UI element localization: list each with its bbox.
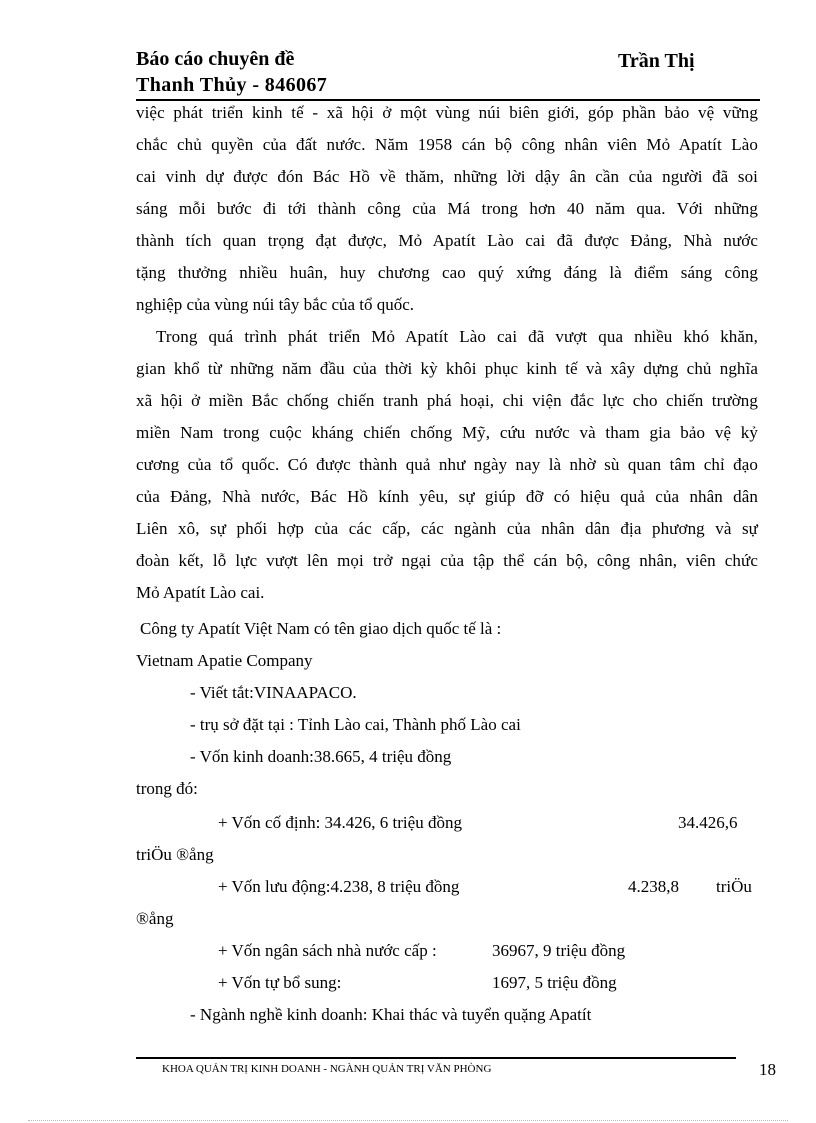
working-capital-unit: triÖu xyxy=(716,877,752,896)
working-capital-unit-cont: ®ång xyxy=(136,909,174,928)
text-line: sáng mỗi bước đi tới thành công của Má trong hơn 40 năm qua. Với những xyxy=(136,199,758,218)
text-line: Liên xô, sự phối hợp của các cấp, các ngành của nhân dân địa phương và sự xyxy=(136,519,758,538)
working-capital: + Vốn lưu động:4.238, 8 triệu đồng xyxy=(218,877,460,896)
header-author-line: Thanh Thủy - 846067 xyxy=(136,74,328,96)
fixed-capital: + Vốn cố định: 34.426, 6 triệu đồng xyxy=(218,813,462,832)
text-line: chắc chủ quyền của đất nước. Năm 1958 cán bộ công nhân viên Mỏ Apatít Lào xyxy=(136,135,758,154)
text-line: việc phát triển kinh tế - xã hội ở một vùng núi biên giới, góp phần bảo vệ vững xyxy=(136,103,758,122)
text-line: tặng thưởng nhiều huân, huy chương cao quý xứng đáng là điểm sáng công xyxy=(136,263,758,282)
text-line: Mỏ Apatít Lào cai. xyxy=(136,583,265,602)
header-rule xyxy=(136,99,760,101)
self-supplement-label: + Vốn tự bổ sung: xyxy=(218,973,342,992)
text-line: của Đảng, Nhà nước, Bác Hồ kính yêu, sự giúp đỡ có hiệu quả của nhân dân xyxy=(136,487,758,506)
text-line: miền Nam trong cuộc kháng chiến chống Mỹ, cứu nước và tham gia bảo vệ kỷ xyxy=(136,423,758,442)
text-line: gian khổ từ những năm đầu của thời kỳ khôi phục kinh tế và xây dựng chủ nghĩa xyxy=(136,359,758,378)
text-line: cai vinh dự được đón Bác Hồ về thăm, những lời dậy ân cần của người đã soi xyxy=(136,167,758,186)
self-supplement-value: 1697, 5 triệu đồng xyxy=(492,973,617,992)
business-line: - Ngành nghề kinh doanh: Khai thác và tuyển quặng Apatít xyxy=(190,1005,592,1024)
text-line: đoàn kết, lỗ lực vượt lên mọi trở ngại của tập thể cán bộ, công nhân, viên chức xyxy=(136,551,758,570)
company-headquarters: - trụ sở đặt tại : Tỉnh Lào cai, Thành phố Lào cai xyxy=(190,715,521,734)
company-name: Vietnam Apatie Company xyxy=(136,651,313,670)
state-budget-label: + Vốn ngân sách nhà nước cấp : xyxy=(218,941,437,960)
fixed-capital-value: 34.426,6 xyxy=(678,813,738,832)
company-abbreviation: - Viết tắt:VINAAPACO. xyxy=(190,683,357,702)
in-which-label: trong đó: xyxy=(136,779,198,798)
text-line: Trong quá trình phát triển Mỏ Apatít Lào cai đã vượt qua nhiều khó khăn, xyxy=(156,327,758,346)
company-intro: Công ty Apatít Việt Nam có tên giao dịch quốc tế là : xyxy=(140,619,502,638)
text-line: thành tích quan trọng đạt được, Mỏ Apatít Lào cai đã được Đảng, Nhà nước xyxy=(136,231,758,250)
page-bottom-dotted-border xyxy=(28,1120,788,1121)
business-capital: - Vốn kinh doanh:38.665, 4 triệu đồng xyxy=(190,747,452,766)
state-budget-value: 36967, 9 triệu đồng xyxy=(492,941,626,960)
footer-rule xyxy=(136,1057,736,1059)
working-capital-value: 4.238,8 xyxy=(628,877,679,896)
text-line: nghiệp của vùng núi tây bắc của tổ quốc. xyxy=(136,295,415,314)
header-author-first: Trần Thị xyxy=(618,50,695,72)
page-number: 18 xyxy=(759,1060,776,1079)
text-line: xã hội ở miền Bắc chống chiến tranh phá hoại, chi viện đắc lực cho chiến trường xyxy=(136,391,758,410)
text-line: cương của tổ quốc. Có được thành quả như ngày nay là nhờ sù quan tâm chỉ đạo xyxy=(136,455,758,474)
fixed-capital-unit: triÖu ®ång xyxy=(136,845,214,864)
header-report-title: Báo cáo chuyên đề xyxy=(136,48,295,70)
footer-department: KHOA QUẢN TRỊ KINH DOANH - NGÀNH QUẢN TRỊ VĂN PHÒNG xyxy=(162,1063,492,1075)
